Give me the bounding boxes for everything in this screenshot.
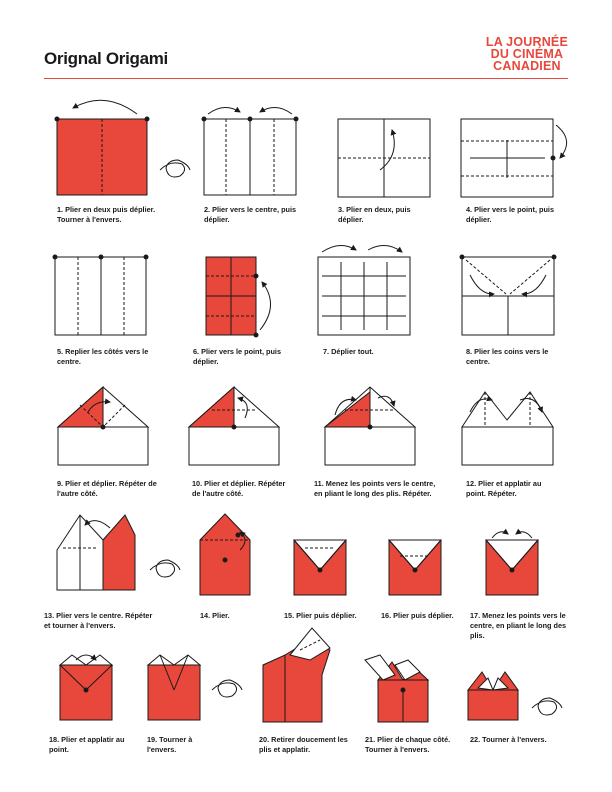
step-5-caption: 5. Replier les côtés vers le centre. — [57, 347, 149, 366]
logo-line-2: DU CINÉMA — [490, 47, 564, 61]
step-9-caption: 9. Plier et déplier. Répéter de l'autre côté. — [57, 479, 157, 498]
turn-over-icon — [160, 160, 190, 177]
step-5-diagram — [53, 255, 148, 335]
step-18-caption: 18. Plier et applatir au point. — [49, 735, 125, 754]
step-14-caption: 14. Plier. — [200, 611, 230, 620]
step-12-diagram — [462, 392, 553, 465]
step-3-caption: 3. Plier en deux, puis déplier. — [338, 205, 411, 224]
step-22-diagram — [468, 672, 562, 720]
step-11-caption: 11. Menez les points vers le centre, en pliant le long des plis. Répéter. — [314, 479, 436, 498]
turn-over-icon — [212, 680, 242, 697]
turn-over-icon — [532, 698, 562, 715]
step-21-diagram — [365, 655, 428, 722]
step-4-diagram — [461, 119, 567, 197]
step-2-diagram — [202, 107, 298, 195]
step-3-diagram — [338, 119, 430, 197]
step-1-diagram — [55, 100, 190, 195]
step-18-diagram — [60, 655, 112, 720]
step-22-caption: 22. Tourner à l'envers. — [470, 735, 547, 744]
step-10-diagram — [189, 387, 279, 465]
step-8-caption: 8. Plier les coins vers le centre. — [466, 347, 549, 366]
step-19-diagram — [148, 655, 242, 720]
turn-over-icon — [150, 560, 180, 577]
step-16-diagram — [389, 540, 441, 595]
step-20-diagram — [263, 628, 330, 722]
step-8-diagram — [460, 255, 556, 335]
step-2-caption: 2. Plier vers le centre, puis déplier. — [204, 205, 297, 224]
step-15-diagram — [294, 540, 346, 595]
step-21-caption: 21. Plier de chaque côté. Tourner à l'envers. — [365, 735, 451, 754]
step-9-diagram — [58, 387, 148, 465]
step-4-caption: 4. Plier vers le point, puis déplier. — [466, 205, 554, 224]
step-12-caption: 12. Plier et applatir au point. Répéter. — [466, 479, 542, 498]
step-17-diagram — [486, 532, 538, 595]
page-title: Orignal Origami — [44, 49, 168, 68]
step-13-caption: 13. Plier vers le centre. Répéter et tourner à l'envers. — [44, 611, 153, 630]
logo-line-3: CANADIEN — [493, 59, 561, 73]
step-10-caption: 10. Plier et déplier. Répéter de l'autre côté. — [192, 479, 286, 498]
step-19-caption: 19. Tourner à l'envers. — [147, 735, 193, 754]
step-11-diagram — [325, 387, 415, 465]
step-13-diagram — [57, 515, 180, 590]
step-15-caption: 15. Plier puis déplier. — [284, 611, 357, 620]
step-6-caption: 6. Plier vers le point, puis déplier. — [193, 347, 281, 366]
step-7-caption: 7. Déplier tout. — [323, 347, 374, 356]
step-7-diagram — [318, 245, 410, 335]
step-16-caption: 16. Plier puis déplier. — [381, 611, 454, 620]
logo-line-1: LA JOURNÉE — [485, 35, 568, 49]
step-14-diagram — [200, 514, 250, 595]
step-17-caption: 17. Menez les points vers le centre, en pliant le long des plis. — [470, 611, 567, 640]
step-20-caption: 20. Retirer doucement les plis et applatir. — [259, 735, 348, 754]
step-6-diagram — [206, 257, 271, 337]
step-1-caption: 1. Plier en deux puis déplier. Tourner à l'envers. — [57, 205, 156, 224]
